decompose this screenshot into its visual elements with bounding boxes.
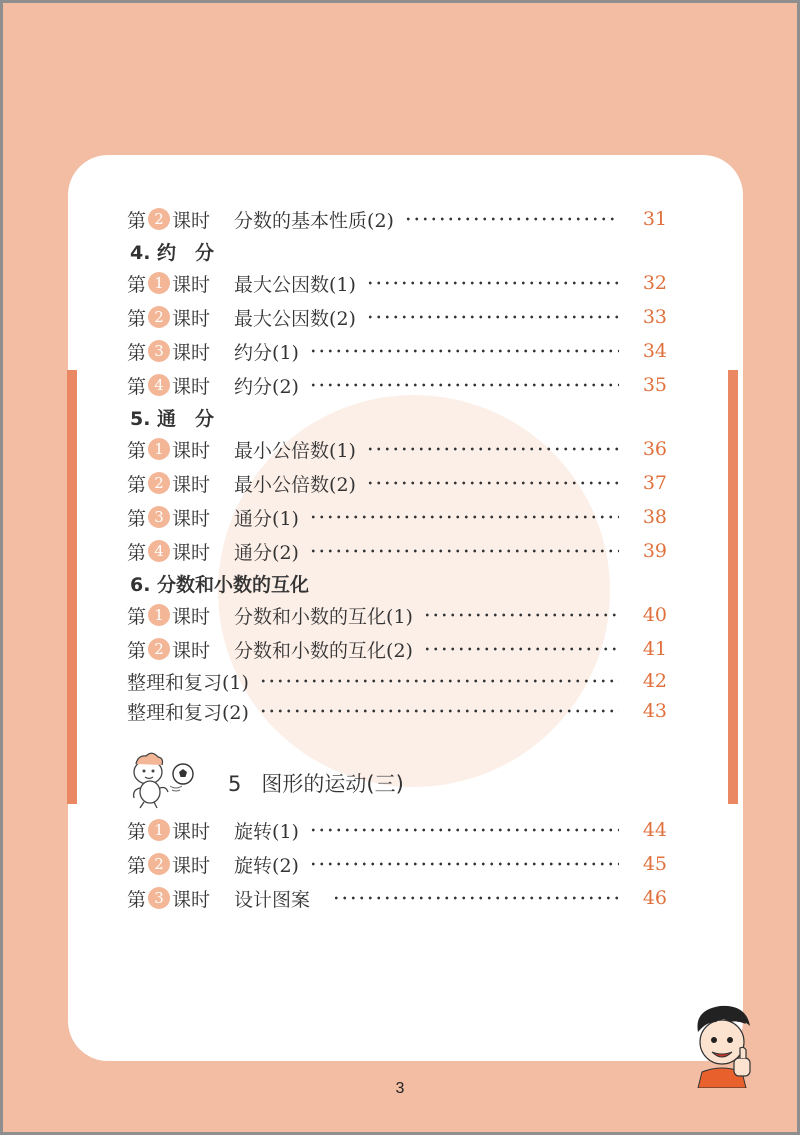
lesson-number-badge: 4 [148, 374, 170, 396]
leader-dots [423, 647, 619, 651]
toc-entry[interactable]: 第 1 课时 最小公倍数(1) 36 [127, 434, 667, 464]
toc-entry-page: 44 [642, 819, 667, 841]
leader-dots [366, 315, 619, 319]
lesson-number-badge: 1 [148, 604, 170, 626]
toc-entry[interactable]: 第 2 课时 最小公倍数(2) 37 [127, 468, 667, 498]
toc-entry-page: 31 [642, 208, 667, 230]
lesson-number-badge: 2 [148, 306, 170, 328]
leader-dots [259, 679, 619, 683]
toc-entry-title: 约分(1) [234, 341, 299, 364]
toc-entry[interactable]: 第 4 课时 约分(2) 35 [127, 370, 667, 400]
lesson-number-badge: 3 [148, 340, 170, 362]
toc-entry-page: 43 [642, 700, 667, 722]
lesson-number-badge: 2 [148, 472, 170, 494]
leader-dots [366, 481, 619, 485]
toc-entry-title: 分数和小数的互化(2) [234, 639, 413, 662]
lesson-number-badge: 2 [148, 208, 170, 230]
toc-entry-title: 最小公倍数(1) [234, 439, 356, 462]
toc-entry-page: 35 [642, 374, 667, 396]
chapter-title: 图形的运动(三) [261, 772, 404, 796]
toc-entry-title: 设计图案 [234, 888, 311, 911]
leader-dots [309, 549, 619, 553]
chapter-number: 5 [228, 772, 242, 796]
right-accent-bar [728, 370, 738, 804]
toc-entry[interactable]: 第 2 课时 最大公因数(2) 33 [127, 302, 667, 332]
leader-dots [309, 349, 619, 353]
toc-entry[interactable] [127, 696, 667, 726]
toc-entry[interactable]: 第 1 课时 最大公因数(1) 32 [127, 268, 667, 298]
toc-entry[interactable]: 第 4 课时 通分(2) 39 [127, 536, 667, 566]
leader-dots [309, 828, 619, 832]
left-accent-bar [67, 370, 77, 804]
lesson-number-badge: 1 [148, 819, 170, 841]
toc-entry[interactable]: 第 3 课时 设计图案 46 [127, 883, 667, 913]
chapter-heading [228, 768, 404, 798]
toc-entry-title: 通分(2) [234, 541, 299, 564]
toc-entry-page: 36 [642, 438, 667, 460]
toc-entry[interactable]: 第 2 课时 分数和小数的互化(2) 41 [127, 634, 667, 664]
section-heading: 6. 分数和小数的互化 [130, 574, 310, 596]
toc-entry-title: 旋转(2) [234, 854, 299, 877]
toc-entry[interactable]: 第 1 课时 分数和小数的互化(1) 40 [127, 600, 667, 630]
toc-entry-title: 最小公倍数(2) [234, 473, 356, 496]
leader-dots [309, 862, 619, 866]
toc-entry-title: 旋转(1) [234, 820, 299, 843]
leader-dots [404, 217, 619, 221]
toc-entry-page: 39 [642, 540, 667, 562]
lesson-number-badge: 3 [148, 887, 170, 909]
toc-entry-page: 38 [642, 506, 667, 528]
toc-entry-title: 整理和复习(2) [127, 701, 249, 724]
leader-dots [423, 613, 619, 617]
toc-entry-page: 33 [642, 306, 667, 328]
section-heading: 5. 通 分 [130, 408, 215, 430]
toc-entry-title: 约分(2) [234, 375, 299, 398]
toc-entry-page: 37 [642, 472, 667, 494]
section-heading: 4. 约 分 [130, 242, 215, 264]
toc-entry[interactable]: 第 1 课时 旋转(1) 44 [127, 815, 667, 845]
lesson-number-badge: 2 [148, 638, 170, 660]
toc-entry-page: 42 [642, 670, 667, 692]
toc-entry-page: 34 [642, 340, 667, 362]
leader-dots [366, 281, 619, 285]
toc-entry-title: 整理和复习(1) [127, 671, 249, 694]
lesson-number-badge: 3 [148, 506, 170, 528]
page-number: 3 [395, 1080, 405, 1097]
lesson-number-badge: 1 [148, 272, 170, 294]
toc-entry-page: 40 [642, 604, 667, 626]
leader-dots [366, 447, 619, 451]
leader-dots [332, 896, 619, 900]
leader-dots [309, 515, 619, 519]
toc-entry-title: 最大公因数(1) [234, 273, 356, 296]
toc-entry-page: 45 [642, 853, 667, 875]
toc-entry-page: 32 [642, 272, 667, 294]
lesson-number-badge: 2 [148, 853, 170, 875]
toc-entry-page: 41 [642, 638, 667, 660]
boy-thumbs-up-icon [690, 1002, 760, 1088]
toc-entry[interactable]: 第 3 课时 通分(1) 38 [127, 502, 667, 532]
toc-entry-title: 分数和小数的互化(1) [234, 605, 413, 628]
lesson-number-badge: 1 [148, 438, 170, 460]
lesson-number-badge: 4 [148, 540, 170, 562]
cartoon-character-soccer-icon [126, 752, 198, 810]
toc-entry[interactable] [127, 666, 667, 696]
toc-entry-title: 分数的基本性质(2) [234, 209, 394, 232]
toc-entry-title: 最大公因数(2) [234, 307, 356, 330]
leader-dots [309, 383, 619, 387]
toc-entry[interactable]: 第 2 课时 分数的基本性质(2) 31 [127, 204, 667, 234]
toc-entry-title: 通分(1) [234, 507, 299, 530]
page [3, 3, 797, 1132]
toc-entry-page: 46 [642, 887, 667, 909]
leader-dots [259, 709, 619, 713]
toc-entry[interactable]: 第 3 课时 约分(1) 34 [127, 336, 667, 366]
toc-entry[interactable]: 第 2 课时 旋转(2) 45 [127, 849, 667, 879]
